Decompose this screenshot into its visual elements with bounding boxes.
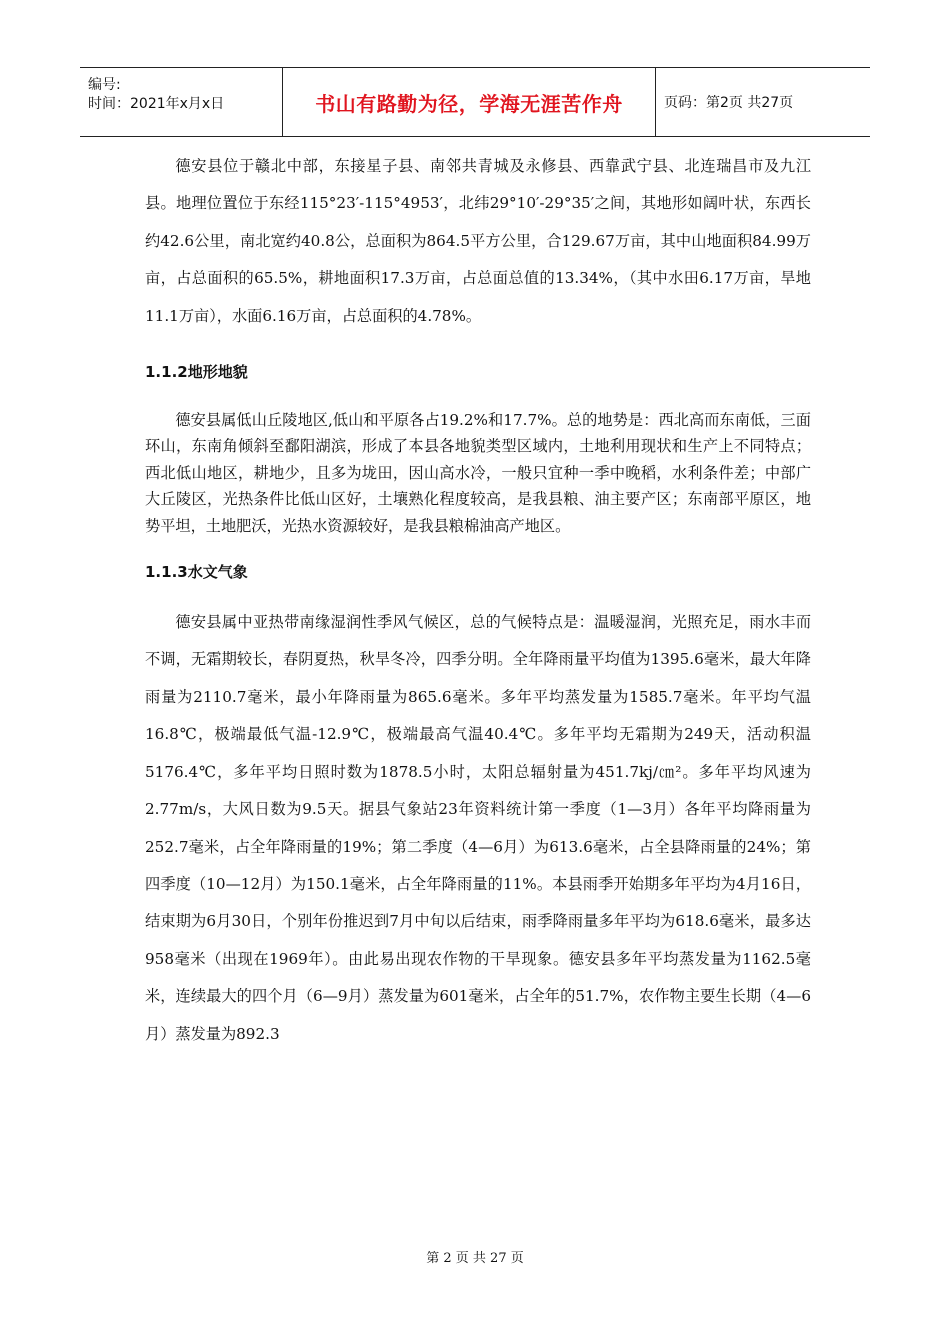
document-number-label: 编号: bbox=[88, 77, 121, 93]
paragraph-terrain: 德安县属低山丘陵地区,低山和平原各占19.2%和17.7%。总的地势是：西北高而东南低，三面环山，东南角倾斜至鄱阳湖滨，形成了本县各地貌类型区域内，土地利用现状和生产上不同特点；西北低山地区，耕地少，且多为垅田，因山高水冷，一般只宜种一季中晚稻，水利条件差；中部广大丘陵区，光热条件比低山区好，土壤熟化程度较高，是我县粮、油主要产区；东南部平原区，地势平坦，土地肥沃，光热水资源较好，是我县粮棉油高产地区。 bbox=[145, 411, 811, 535]
header-page-info: 页码：第2页 共27页 bbox=[664, 95, 794, 111]
paragraph-hydrology: 德安县属中亚热带南缘湿润性季风气候区，总的气候特点是：温暖湿润，光照充足，雨水丰而不调，无霜期较长，春阴夏热，秋旱冬冷，四季分明。全年降雨量平均值为1395.6毫米，最大年降雨量为2110.7毫米，最小年降雨量为865.6毫米。多年平均蒸发量为1585.7毫米。年平均气温16.8℃，极端最低气温-12.9℃，极端最高气温40.4℃。多年平均无霜期为249天，活动积温5176.4℃，多年平均日照时数为1878.5小时，太阳总辐射量为451.7kj/㎝²。多年平均风速为2.77m/s，大风日数为9.5天。据县气象站23年资料统计第一季度（1—3月）各年平均降雨量为252.7毫米，占全年降雨量的19%；第二季度（4—6月）为613.6毫米，占全县降雨量的24%；第四季度（10—12月）为150.1毫米，占全年降雨量的11%。本县雨季开始期多年平均为4月16日，结束期为6月30日，个别年份推迟到7月中旬以后结束，雨季降雨量多年平均为618.6毫米，最多达958毫米（出现在1969年）。由此易出现农作物的干旱现象。德安县多年平均蒸发量为1162.5毫米，连续最大的四个月（6—9月）蒸发量为601毫米，占全年的51.7%，农作物主要生长期（4—6月）蒸发量为892.3 bbox=[145, 613, 811, 1043]
header-motto-cell bbox=[283, 68, 656, 136]
page-footer: 第 2 页 共 27 页 bbox=[426, 1251, 524, 1266]
header-meta-cell bbox=[80, 68, 283, 136]
header-page-cell bbox=[656, 68, 870, 136]
document-date: 时间：2021年x月x日 bbox=[88, 96, 225, 112]
section-heading-hydrology: 1.1.3水文气象 bbox=[145, 563, 248, 582]
section-heading-terrain: 1.1.2地形地貌 bbox=[145, 363, 248, 382]
paragraph-location: 德安县位于赣北中部，东接星子县、南邻共青城及永修县、西靠武宁县、北连瑞昌市及九江县。地理位置位于东经115°23′-115°4953′，北纬29°10′-29°35′之间，其地形如阔叶状，东西长约42.6公里，南北宽约40.8公，总面积为864.5平方公里，合129.67万亩，其中山地面积84.99万亩，占总面积的65.5%，耕地面积17.3万亩，占总面总值的13.34%，（其中水田6.17万亩，旱地11.1万亩），水面6.16万亩，占总面积的4.78%。 bbox=[145, 157, 811, 325]
page-header bbox=[80, 67, 870, 137]
header-motto: 书山有路勤为径，学海无涯苦作舟 bbox=[315, 91, 623, 116]
document-body bbox=[145, 148, 811, 1053]
